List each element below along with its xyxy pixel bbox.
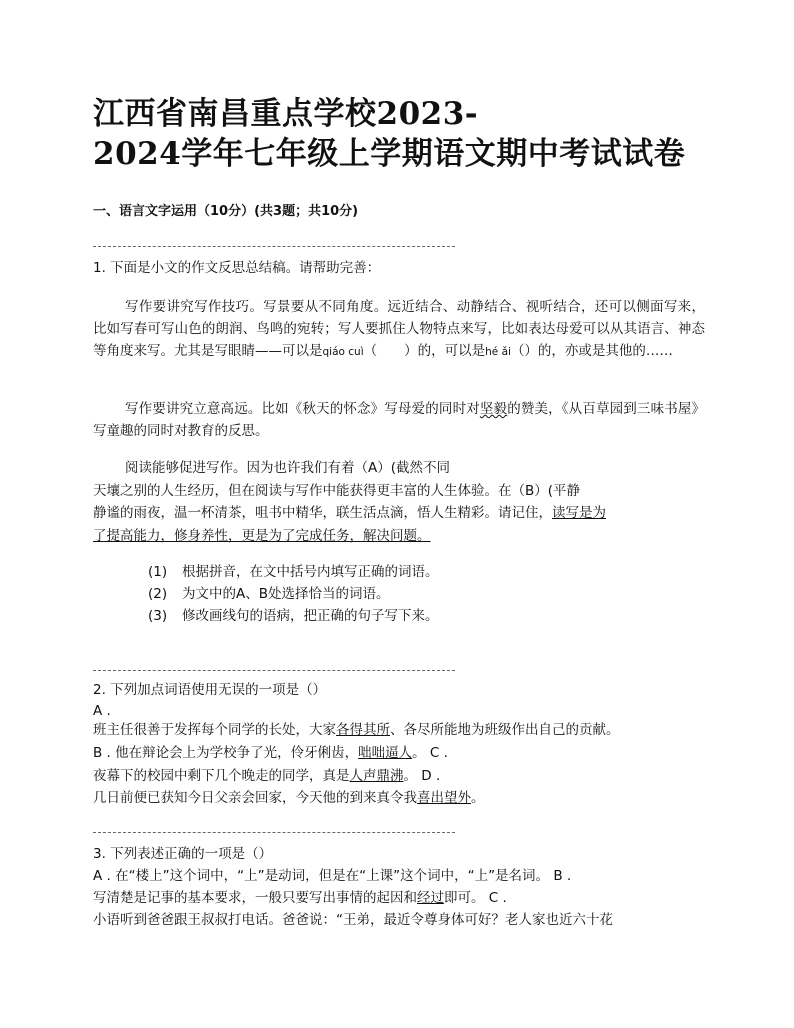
paragraph-text: 的赞美，《从百草园到三味书屋》写童趣的同时对教育的反思。 — [93, 401, 706, 439]
question-2-option-a — [93, 720, 620, 740]
divider — [93, 246, 455, 247]
section-heading: 一、语言文字运用（10分）(共3题；共10分) — [93, 204, 359, 219]
option-text: 即可。 C . — [444, 890, 507, 906]
option-text: 几日前便已获知今日父亲会回家，今天他的到来真令我 — [93, 790, 417, 806]
underlined-sentence-start: 读写是为 — [552, 505, 606, 521]
sub-question-number: (3) — [148, 608, 168, 624]
divider — [93, 832, 455, 833]
question-1-paragraph-3-line-3 — [93, 503, 606, 523]
question-2-option-c — [93, 766, 440, 786]
dotted-phrase: 喜出望外 — [417, 790, 471, 806]
option-text: 、各尽所能地为班级作出自己的贡献。 — [390, 722, 620, 738]
document-title — [93, 94, 753, 174]
option-text: B . 他在辩论会上为学校争了光，伶牙俐齿， — [93, 745, 359, 761]
dotted-phrase: 人声鼎沸 — [349, 768, 404, 784]
sub-question-2 — [148, 583, 390, 605]
paragraph-text: 静谧的雨夜，温一杯清茶，咀书中精华，联生活点滴，悟人生精彩。请记住， — [93, 505, 552, 521]
question-2-option-b — [93, 743, 448, 763]
question-3-option-b — [93, 888, 507, 908]
paragraph-text: （ ）的，可以是 — [363, 343, 486, 359]
sub-question-number: (1) — [148, 564, 168, 580]
question-3-option-a: A . 在“楼上”这个词中，“上”是动词，但是在“上课”这个词中，“上”是名词。 B . — [93, 868, 572, 884]
dotted-phrase: 咄咄逼人 — [358, 745, 413, 761]
question-2-option-a-label: A . — [93, 703, 111, 719]
option-text: 班主任很善于发挥每个同学的长处，大家 — [93, 722, 336, 738]
divider — [93, 670, 455, 671]
paragraph-text: 写作要讲究写作技巧。写景要从不同角度。远近结合、动静结合、视听结合，还可以侧面写来，比如写春可写山色的朗润、鸟鸣的宛转；写人要抓住人物特点来写，比如表达母爱可以从其语言、神态等角度来写。尤其是写眼睛——可以是 — [93, 299, 705, 359]
sub-question-text: 为文中的A、B处选择恰当的词语。 — [182, 586, 390, 602]
paragraph-text: 写作要讲究立意高远。比如《秋天的怀念》写母爱的同时对 — [125, 401, 480, 417]
question-1-paragraph-3-line-4 — [93, 526, 431, 546]
paragraph-text: （）的，亦或是其他的…… — [510, 343, 673, 359]
sub-question-1 — [148, 561, 439, 583]
question-1-paragraph-3-line-1: 阅读能够促进写作。因为也许我们有着（A）(截然不同 — [125, 460, 451, 476]
question-2-option-d — [93, 788, 485, 808]
option-text: 。 — [471, 790, 485, 806]
sub-question-3 — [148, 605, 439, 627]
question-3-option-c: 小语听到爸爸跟王叔叔打电话。爸爸说：“王弟，最近令尊身体可好？老人家也近六十花 — [93, 912, 613, 928]
underlined-word: 坚毅 — [479, 401, 508, 417]
underlined-sentence: 了提高能力，修身养性，更是为了完成任务，解决问题。 — [93, 528, 431, 544]
question-1-paragraph-3-line-2: 天壤之别的人生经历，但在阅读与写作中能获得更丰富的人生体验。在（B）(平静 — [93, 483, 581, 499]
question-1-paragraph-2 — [93, 398, 705, 442]
question-1-stem: 1. 下面是小文的作文反思总结稿。请帮助完善： — [93, 260, 381, 276]
option-text: 。 C . — [412, 745, 448, 761]
question-2-stem: 2. 下列加点词语使用无误的一项是（） — [93, 682, 327, 698]
title-line-1: 江西省南昌重点学校2023- — [93, 96, 479, 132]
question-1-paragraph-1 — [93, 296, 705, 363]
question-3-stem: 3. 下列表述正确的一项是（） — [93, 846, 273, 862]
dotted-phrase: 经过 — [417, 890, 444, 906]
pinyin-1: qiáo cuì — [322, 346, 364, 358]
sub-question-text: 根据拼音，在文中括号内填写正确的词语。 — [182, 564, 439, 580]
option-text: 写清楚是记事的基本要求，一般只要写出事情的起因和 — [93, 890, 417, 906]
pinyin-2: hé ǎi — [485, 346, 511, 358]
sub-question-number: (2) — [148, 586, 168, 602]
dotted-phrase: 各得其所 — [336, 722, 390, 738]
title-line-2: 2024学年七年级上学期语文期中考试试卷 — [93, 136, 686, 172]
option-text: 。 D . — [403, 768, 441, 784]
sub-question-text: 修改画线句的语病，把正确的句子写下来。 — [182, 608, 439, 624]
option-text: 夜幕下的校园中剩下几个晚走的同学，真是 — [93, 768, 350, 784]
